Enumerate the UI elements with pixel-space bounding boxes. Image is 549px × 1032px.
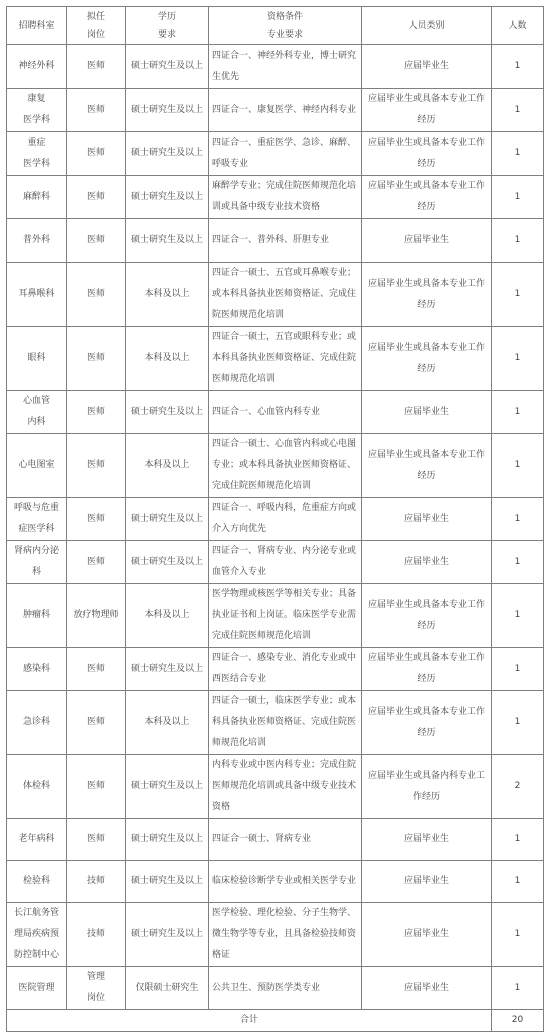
header-dept: 招聘科室	[7, 7, 67, 45]
table-row	[7, 89, 544, 132]
dept-cell: 急诊科	[7, 691, 67, 755]
post-cell: 医师	[67, 89, 126, 132]
table-row	[7, 819, 544, 861]
cat-cell: 应届毕业生或具备本专业工作经历	[362, 584, 492, 648]
count-cell: 1	[492, 89, 544, 132]
count-cell: 1	[492, 691, 544, 755]
count-cell: 1	[492, 219, 544, 263]
total-count: 20	[492, 1010, 544, 1032]
dept-cell: 心电图室	[7, 434, 67, 498]
table-row	[7, 861, 544, 903]
dept-cell: 检验科	[7, 861, 67, 903]
req-cell: 四证合一、重症医学、急诊、麻醉、呼吸专业	[209, 132, 362, 176]
count-cell: 1	[492, 819, 544, 861]
req-cell: 内科专业或中医内科专业；完成住院医师规范化培训或具备中级专业技术资格	[209, 755, 362, 819]
count-cell: 1	[492, 263, 544, 327]
req-cell: 四证合一、呼吸内科，危重症方向或介入方向优先	[209, 498, 362, 541]
post-cell: 医师	[67, 434, 126, 498]
req-cell: 四证合一硕士、肾病专业	[209, 819, 362, 861]
req-cell: 四证合一、康复医学、神经内科专业	[209, 89, 362, 132]
dept-cell: 肿瘤科	[7, 584, 67, 648]
table-row	[7, 541, 544, 584]
edu-cell: 硕士研究生及以上	[126, 541, 209, 584]
post-cell: 医师	[67, 45, 126, 89]
post-cell: 医师	[67, 755, 126, 819]
table-row	[7, 327, 544, 391]
dept-cell: 眼科	[7, 327, 67, 391]
edu-cell: 本科及以上	[126, 584, 209, 648]
header-req: 资格条件 专业要求	[209, 7, 362, 45]
req-cell: 四证合一硕士、五官或耳鼻喉专业；或本科具备执业医师资格证、完成住院医师规范化培训	[209, 263, 362, 327]
edu-cell: 仅限硕士研究生	[126, 967, 209, 1010]
cat-cell: 应届毕业生或具备本专业工作经历	[362, 176, 492, 219]
table-row	[7, 219, 544, 263]
total-label: 合计	[7, 1010, 492, 1032]
edu-cell: 硕士研究生及以上	[126, 861, 209, 903]
dept-cell: 肾病内分泌科	[7, 541, 67, 584]
count-cell: 1	[492, 132, 544, 176]
post-cell: 医师	[67, 541, 126, 584]
edu-cell: 本科及以上	[126, 327, 209, 391]
edu-cell: 硕士研究生及以上	[126, 498, 209, 541]
post-cell: 放疗物理师	[67, 584, 126, 648]
table-row	[7, 434, 544, 498]
cat-cell: 应届毕业生或具备内科专业工作经历	[362, 755, 492, 819]
cat-cell: 应届毕业生	[362, 967, 492, 1010]
edu-cell: 本科及以上	[126, 434, 209, 498]
edu-cell: 硕士研究生及以上	[126, 219, 209, 263]
total-row	[7, 1010, 544, 1032]
cat-cell: 应届毕业生	[362, 541, 492, 584]
post-cell: 医师	[67, 819, 126, 861]
dept-cell: 神经外科	[7, 45, 67, 89]
req-cell: 四证合一、普外科、肝胆专业	[209, 219, 362, 263]
table-row	[7, 263, 544, 327]
req-cell: 麻醉学专业；完成住院医师规范化培训或具备中级专业技术资格	[209, 176, 362, 219]
table-row	[7, 498, 544, 541]
dept-cell: 医院管理	[7, 967, 67, 1010]
edu-cell: 硕士研究生及以上	[126, 819, 209, 861]
req-cell: 四证合一、感染专业、消化专业或中西医结合专业	[209, 648, 362, 691]
req-cell: 四证合一硕士，五官或眼科专业；或本科具备执业医师资格证、完成住院医师规范化培训	[209, 327, 362, 391]
post-cell: 医师	[67, 219, 126, 263]
count-cell: 1	[492, 45, 544, 89]
dept-cell: 长江航务管理局疾病预防控制中心	[7, 903, 67, 967]
header-cat: 人员类别	[362, 7, 492, 45]
count-cell: 1	[492, 967, 544, 1010]
cat-cell: 应届毕业生或具备本专业工作经历	[362, 648, 492, 691]
count-cell: 1	[492, 434, 544, 498]
header-num: 人数	[492, 7, 544, 45]
cat-cell: 应届毕业生或具备本专业工作经历	[362, 434, 492, 498]
header-edu: 学历 要求	[126, 7, 209, 45]
header-row	[7, 7, 544, 45]
count-cell: 1	[492, 176, 544, 219]
cat-cell: 应届毕业生或具备本专业工作经历	[362, 263, 492, 327]
header-post: 拟任 岗位	[67, 7, 126, 45]
count-cell: 1	[492, 648, 544, 691]
post-cell: 医师	[67, 132, 126, 176]
edu-cell: 硕士研究生及以上	[126, 45, 209, 89]
post-cell: 医师	[67, 263, 126, 327]
req-cell: 医学物理或核医学等相关专业；具备执业证书和上岗证。临床医学专业需完成住院医师规范化培训	[209, 584, 362, 648]
cat-cell: 应届毕业生	[362, 861, 492, 903]
edu-cell: 硕士研究生及以上	[126, 89, 209, 132]
table-row	[7, 903, 544, 967]
req-cell: 四证合一、心血管内科专业	[209, 391, 362, 434]
dept-cell: 感染科	[7, 648, 67, 691]
edu-cell: 本科及以上	[126, 263, 209, 327]
cat-cell: 应届毕业生或具备本专业工作经历	[362, 132, 492, 176]
post-cell: 医师	[67, 648, 126, 691]
table-row	[7, 691, 544, 755]
post-cell: 技师	[67, 861, 126, 903]
count-cell: 1	[492, 327, 544, 391]
table-row	[7, 391, 544, 434]
post-cell: 医师	[67, 391, 126, 434]
post-cell: 医师	[67, 691, 126, 755]
table-row	[7, 45, 544, 89]
cat-cell: 应届毕业生或具备本专业工作经历	[362, 327, 492, 391]
cat-cell: 应届毕业生	[362, 903, 492, 967]
count-cell: 1	[492, 541, 544, 584]
req-cell: 四证合一硕士、心血管内科或心电图专业；或本科具备执业医师资格证、完成住院医师规范化培训	[209, 434, 362, 498]
cat-cell: 应届毕业生	[362, 819, 492, 861]
dept-cell: 呼吸与危重症医学科	[7, 498, 67, 541]
edu-cell: 本科及以上	[126, 691, 209, 755]
dept-cell: 重症 医学科	[7, 132, 67, 176]
count-cell: 1	[492, 903, 544, 967]
req-cell: 公共卫生、预防医学类专业	[209, 967, 362, 1010]
dept-cell: 老年病科	[7, 819, 67, 861]
edu-cell: 硕士研究生及以上	[126, 391, 209, 434]
dept-cell: 心血管 内科	[7, 391, 67, 434]
count-cell: 2	[492, 755, 544, 819]
edu-cell: 硕士研究生及以上	[126, 132, 209, 176]
dept-cell: 耳鼻喉科	[7, 263, 67, 327]
edu-cell: 硕士研究生及以上	[126, 755, 209, 819]
post-cell: 管理 岗位	[67, 967, 126, 1010]
req-cell: 四证合一硕士，临床医学专业；或本科具备执业医师资格证、完成住院医师规范化培训	[209, 691, 362, 755]
table-row	[7, 132, 544, 176]
post-cell: 技师	[67, 903, 126, 967]
table-row	[7, 967, 544, 1010]
req-cell: 临床检验诊断学专业或相关医学专业	[209, 861, 362, 903]
cat-cell: 应届毕业生	[362, 45, 492, 89]
edu-cell: 硕士研究生及以上	[126, 176, 209, 219]
post-cell: 医师	[67, 327, 126, 391]
dept-cell: 体检科	[7, 755, 67, 819]
req-cell: 四证合一、肾病专业、内分泌专业或血管介入专业	[209, 541, 362, 584]
req-cell: 四证合一、神经外科专业，博士研究生优先	[209, 45, 362, 89]
edu-cell: 硕士研究生及以上	[126, 903, 209, 967]
cat-cell: 应届毕业生或具备本专业工作经历	[362, 89, 492, 132]
recruitment-table	[6, 6, 544, 1032]
cat-cell: 应届毕业生或具备本专业工作经历	[362, 691, 492, 755]
dept-cell: 康复 医学科	[7, 89, 67, 132]
table-row	[7, 755, 544, 819]
table-row	[7, 648, 544, 691]
table-row	[7, 176, 544, 219]
dept-cell: 普外科	[7, 219, 67, 263]
cat-cell: 应届毕业生	[362, 391, 492, 434]
table-row	[7, 584, 544, 648]
post-cell: 医师	[67, 176, 126, 219]
cat-cell: 应届毕业生	[362, 219, 492, 263]
dept-cell: 麻醉科	[7, 176, 67, 219]
post-cell: 医师	[67, 498, 126, 541]
count-cell: 1	[492, 861, 544, 903]
cat-cell: 应届毕业生	[362, 498, 492, 541]
count-cell: 1	[492, 391, 544, 434]
count-cell: 1	[492, 498, 544, 541]
req-cell: 医学检验、理化检验、分子生物学、微生物学等专业，且具备检验技师资格证	[209, 903, 362, 967]
count-cell: 1	[492, 584, 544, 648]
edu-cell: 硕士研究生及以上	[126, 648, 209, 691]
